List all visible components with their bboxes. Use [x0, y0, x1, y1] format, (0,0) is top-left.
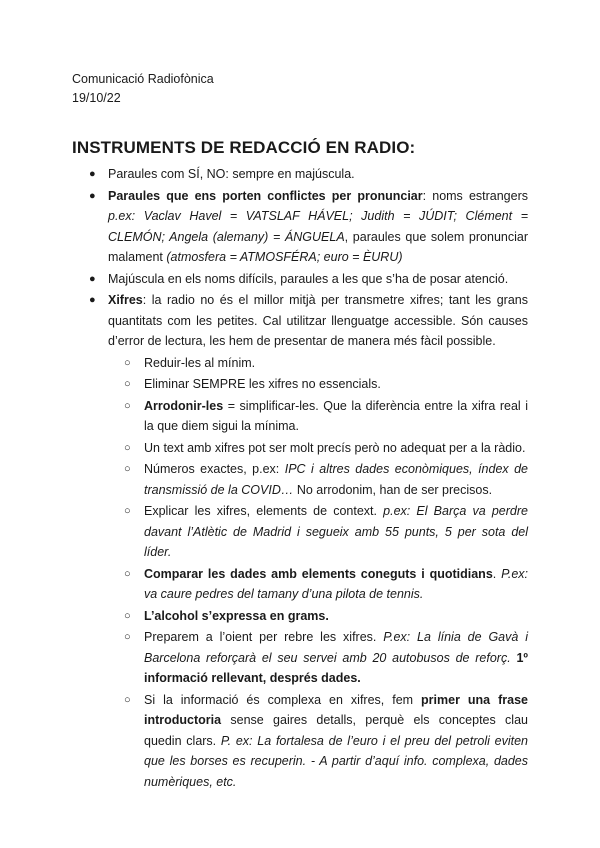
list-item [72, 290, 528, 792]
filled-bullet-icon: ● [89, 294, 96, 306]
item-text: Si la informació és complexa en xifres, fem [144, 692, 422, 707]
hollow-bullet-icon: ○ [124, 378, 131, 390]
item-text: Majúscula en els noms difícils, paraules a les que s’ha de posar atenció. [108, 271, 509, 286]
item-text: Reduir-les al mínim. [144, 355, 256, 370]
item-bold-text: Paraules que ens porten conflictes per pronunciar [108, 188, 423, 203]
hollow-bullet-icon: ○ [124, 441, 131, 454]
item-text: : la radio no és el millor mitjà per transmetre xifres; tant les grans quantitats com les petites. Cal utilitzar llenguatge accessible. Són causes d’error de lectura, les hem de presentar de manera més fàcil possible. [108, 293, 528, 348]
course-name: Comunicació Radiofònica [72, 72, 214, 86]
item-text: Números exactes, p.ex: [144, 462, 285, 476]
document-date: 19/10/22 [72, 91, 121, 105]
hollow-bullet-icon: ○ [124, 356, 131, 369]
sub-list-item [108, 438, 528, 459]
item-example: p.ex: Vaclav Havel = VATSLAF HÁVEL; Judith = JÚDIT; Clément = CLEMÓN; Angela (alemany) = ÁNGUELA [108, 209, 528, 244]
filled-bullet-icon: ● [89, 168, 96, 180]
sub-list-item [108, 690, 528, 793]
list-item [72, 164, 528, 185]
item-bold-text: Arrodonir-les [144, 398, 224, 413]
item-bold-text: primer una frase introductoria [144, 692, 528, 727]
filled-bullet-icon: ● [89, 189, 96, 202]
item-text: Eliminar SEMPRE les xifres no essencials. [144, 377, 381, 391]
item-text: : noms estrangers [422, 188, 528, 203]
filled-bullet-icon: ● [89, 272, 96, 285]
sub-list-item [108, 374, 528, 395]
item-text: = simplificar-les. Que la diferència entre la xifra real i la que diem sigui la mínima. [144, 398, 528, 433]
item-text: Preparem a l’oient per rebre les xifres. [144, 630, 384, 644]
hollow-bullet-icon: ○ [124, 463, 131, 475]
list-item [72, 186, 528, 268]
sub-list-item [108, 564, 528, 605]
list-item [72, 269, 528, 290]
item-example: p.ex: El Barça va perdre davant l’Atlètic de Madrid i segueix amb 55 punts, 5 per sota del líder. [144, 504, 528, 559]
sub-list-item [108, 353, 528, 374]
item-bold-text: L’alcohol s’expressa en grams. [144, 608, 329, 623]
item-text: Explicar les xifres, elements de context. [144, 504, 384, 518]
main-list [72, 164, 528, 792]
item-example: (atmosfera = ATMOSFÉRA; euro = ÈURU) [166, 250, 403, 264]
sub-list [108, 353, 528, 793]
item-text: Un text amb xifres pot ser molt precís però no adequat per a la ràdio. [144, 440, 526, 455]
item-bold-text: Comparar les dades amb elements coneguts i quotidians [144, 566, 493, 581]
sub-list-item [108, 627, 528, 689]
sub-list-item [108, 501, 528, 563]
item-example: P. ex: La fortalesa de l’euro i el preu del petroli eviten que les borses es recuperin. - A partir d’aquí info. complexa, dades numèriques, etc. [144, 733, 528, 789]
item-example: IPC i altres dades econòmiques, índex de transmissió de la COVID… [144, 462, 529, 497]
hollow-bullet-icon: ○ [124, 693, 131, 706]
item-example: P.ex: La línia de Gavà i Barcelona reforçarà el seu servei amb 20 autobusos de reforç. [144, 630, 528, 665]
hollow-bullet-icon: ○ [124, 505, 131, 517]
item-text: sense gaires detalls, perquè els conceptes clau quedin clars. [144, 713, 528, 748]
item-text: , paraules que solem pronunciar malament [108, 229, 528, 264]
section-title: INSTRUMENTS DE REDACCIÓ EN RADIO: [72, 138, 416, 157]
item-text: . [492, 566, 502, 581]
hollow-bullet-icon: ○ [124, 399, 131, 412]
item-text: No arrodonim, han de ser precisos. [293, 482, 493, 497]
item-text: Paraules com SÍ, NO: sempre en majúscula. [108, 167, 355, 181]
item-example: P.ex: va caure pedres del tamany d’una pilota de tennis. [144, 566, 529, 601]
hollow-bullet-icon: ○ [124, 609, 131, 622]
hollow-bullet-icon: ○ [124, 631, 131, 643]
sub-list-item [108, 396, 528, 437]
item-bold-text: 1º informació rellevant, després dades. [144, 650, 528, 685]
sub-list-item [108, 459, 528, 500]
hollow-bullet-icon: ○ [124, 567, 131, 580]
sub-list-item [108, 606, 528, 627]
item-bold-text: Xifres [108, 293, 143, 307]
